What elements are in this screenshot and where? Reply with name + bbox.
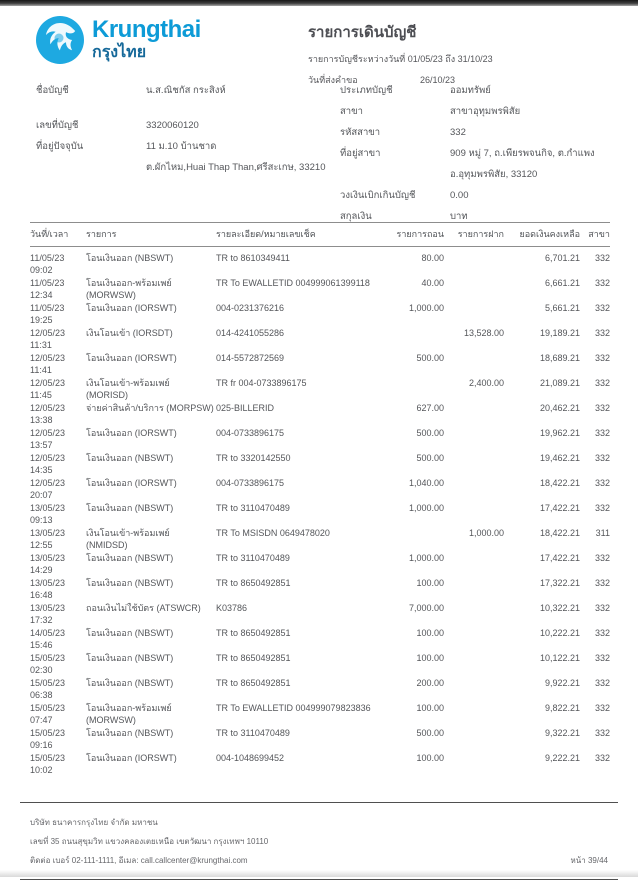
current-address-value: 11 ม.10 บ้านชาด ต.ผักไหม,Huai Thap Than,ศรีสะเกษ, 33210 [146,141,326,173]
cell-detail: TR fr 004-0733896175 [216,378,307,388]
cell-detail: TR to 3110470489 [216,503,290,513]
cell-datetime: 13/05/23 16:48 [30,578,66,600]
cell-balance: 9,822.21 [544,703,580,713]
current-address-label: ที่อยู่ปัจจุบัน [36,141,84,152]
cell-datetime: 11/05/23 19:25 [30,303,65,325]
table-row [30,499,610,524]
overdraft-row: วงเงินเบิกเกินบัญชี 0.00 [340,190,469,201]
cell-branch: 332 [594,628,610,638]
table-row [30,624,610,649]
cell-datetime: 12/05/23 14:35 [30,453,66,475]
cell-withdrawal: 500.00 [416,728,444,738]
cell-datetime: 12/05/23 11:45 [30,378,66,400]
cell-transaction: เงินโอนเข้า (IORSDT) [86,328,173,338]
cell-branch: 332 [594,478,610,488]
cell-branch: 332 [594,403,610,413]
request-date-value: 26/10/23 [420,75,456,85]
cell-branch: 311 [595,528,610,538]
table-row [30,324,610,349]
account-type-row: ประเภทบัญชี ออมทรัพย์ [340,85,491,96]
cell-branch: 332 [594,453,610,463]
bank-address: เลขที่ 35 ถนนสุขุมวิท แขวงคลองเตยเหนือ เขตวัฒนา กรุงเทพฯ 10110 [30,837,269,846]
bank-contact: ติดต่อ เบอร์ 02-111-1111, อีเมล: call.callcenter@krungthai.com [30,856,248,865]
table-row [30,599,610,624]
cell-branch: 332 [594,328,610,338]
table-body [30,247,610,774]
table-row [30,574,610,599]
cell-transaction: จ่ายค่าสินค้า/บริการ (MORPSW) [86,403,214,413]
cell-branch: 332 [594,353,610,363]
cell-balance: 6,701.21 [544,253,580,263]
col-header-deposit: รายการฝาก [457,229,504,239]
cell-transaction: โอนเงินออก (IORSWT) [86,478,177,488]
cell-balance: 5,661.21 [544,303,580,313]
table-row [30,349,610,374]
table-row [30,449,610,474]
cell-transaction: โอนเงินออก (IORSWT) [86,353,177,363]
viewer-bottom-edge [0,870,638,877]
cell-detail: 004-0231376216 [216,303,285,313]
account-number-label: เลขที่บัญชี [36,120,79,131]
cell-datetime: 12/05/23 20:07 [30,478,66,500]
cell-detail: 004-1048699452 [216,753,285,763]
cell-transaction: โอนเงินออก (NBSWT) [86,578,174,588]
cell-balance: 10,122.21 [539,653,580,663]
cell-transaction: เงินโอนเข้า-พร้อมเพย์ (MORISD) [86,378,170,400]
cell-detail: K03786 [216,603,248,613]
cell-detail: TR To EWALLETID 004999061399118 [216,278,370,288]
cell-transaction: เงินโอนเข้า-พร้อมเพย์ (NMIDSD) [86,528,170,550]
viewer-top-edge [0,0,638,6]
cell-deposit: 1,000.00 [468,528,504,538]
col-header-transaction: รายการ [86,229,117,239]
cell-detail: 004-0733896175 [216,428,285,438]
cell-detail: 014-4241055286 [216,328,285,338]
col-header-branch: สาขา [588,229,610,239]
col-header-withdrawal: รายการถอน [396,229,444,239]
cell-datetime: 12/05/23 13:57 [30,428,66,450]
cell-transaction: ถอนเงินไม่ใช้บัตร (ATSWCR) [86,603,201,613]
cell-withdrawal: 7,000.00 [408,603,444,613]
transactions-table [30,222,610,774]
branch-row: สาขา สาขาอุทุมพรพิสัย [340,106,521,117]
vayupak-bird-icon [36,16,84,64]
cell-branch: 332 [594,253,610,263]
cell-withdrawal: 1,000.00 [408,503,444,513]
col-header-balance: ยอดเงินคงเหลือ [519,229,580,239]
table-row [30,249,610,274]
cell-balance: 17,422.21 [539,553,580,563]
account-number-row [36,115,326,136]
cell-datetime: 15/05/23 02:30 [30,653,66,675]
account-name-label: ชื่อบัญชี [36,85,69,96]
cell-branch: 332 [594,503,610,513]
cell-datetime: 13/05/23 12:55 [30,528,66,550]
cell-branch: 332 [594,678,610,688]
cell-withdrawal: 100.00 [416,703,444,713]
cell-transaction: โอนเงินออก-พร้อมเพย์ (MORWSW) [86,703,172,725]
table-row [30,724,610,749]
brand-name-th: กรุงไทย [92,44,147,61]
cell-branch: 332 [594,703,610,713]
table-row [30,374,610,399]
cell-deposit: 13,528.00 [463,328,504,338]
request-date-label: วันที่ส่งคำขอ [308,75,358,85]
branch-address-row: ที่อยู่สาขา 909 หมู่ 7, ถ.เพียรพจนกิจ, ต.กำแพง อ.อุทุมพรพิสัย, 33120 [340,148,595,180]
cell-balance: 9,322.21 [544,728,580,738]
brand-name-en: Krungthai [92,16,201,43]
cell-datetime: 15/05/23 06:38 [30,678,66,700]
table-row [30,549,610,574]
cell-withdrawal: 100.00 [416,653,444,663]
col-header-datetime: วันที่/เวลา [30,229,69,239]
cell-withdrawal: 100.00 [416,578,444,588]
currency-row: สกุลเงิน บาท [340,211,468,222]
cell-datetime: 12/05/23 11:31 [30,328,66,350]
cell-withdrawal: 100.00 [416,753,444,763]
cell-datetime: 15/05/23 09:16 [30,728,66,750]
cell-balance: 19,189.21 [539,328,580,338]
account-name-value: น.ส.ณิชกัส กระสิงห์ [146,85,226,96]
cell-detail: 004-0733896175 [216,478,285,488]
krungthai-logo [36,16,201,87]
table-row [30,699,610,724]
cell-withdrawal: 1,000.00 [408,553,444,563]
cell-withdrawal: 500.00 [416,453,444,463]
cell-branch: 332 [594,378,610,388]
cell-branch: 332 [594,653,610,663]
cell-branch: 332 [594,728,610,738]
cell-transaction: โอนเงินออก (NBSWT) [86,453,174,463]
account-number-value: 3320060120 [146,120,199,131]
cell-datetime: 13/05/23 17:32 [30,603,66,625]
cell-balance: 10,322.21 [539,603,580,613]
table-row [30,524,610,549]
cell-branch: 332 [594,303,610,313]
cell-withdrawal: 40.00 [421,278,444,288]
cell-withdrawal: 500.00 [416,353,444,363]
cell-withdrawal: 500.00 [416,428,444,438]
cell-transaction: โอนเงินออก (NBSWT) [86,553,174,563]
current-address-row [36,136,326,178]
cell-detail: TR to 3320142550 [216,453,291,463]
col-header-detail: รายละเอียด/หมายเลขเช็ค [216,229,316,239]
cell-detail: TR to 8650492851 [216,678,291,688]
statement-header [36,16,608,87]
account-name-row [36,80,326,101]
cell-datetime: 15/05/23 07:47 [30,703,66,725]
cell-detail: TR to 3110470489 [216,728,290,738]
cell-balance: 17,422.21 [539,503,580,513]
cell-transaction: โอนเงินออก (NBSWT) [86,253,174,263]
brand-wordmark [92,18,201,61]
cell-datetime: 13/05/23 14:29 [30,553,66,575]
cell-transaction: โอนเงินออก (IORSWT) [86,303,177,313]
cell-balance: 18,689.21 [539,353,580,363]
table-row [30,649,610,674]
cell-detail: 014-5572872569 [216,353,285,363]
cell-transaction: โอนเงินออก (NBSWT) [86,503,174,513]
cell-balance: 6,661.21 [544,278,580,288]
account-info-right [340,80,620,227]
cell-detail: TR to 3110470489 [216,553,290,563]
page-title: รายการเดินบัญชี [308,24,417,41]
cell-branch: 332 [594,428,610,438]
cell-balance: 21,089.21 [539,378,580,388]
account-info-left [36,80,326,178]
cell-branch: 332 [594,603,610,613]
cell-deposit: 2,400.00 [468,378,504,388]
cell-transaction: โอนเงินออก (IORSWT) [86,753,177,763]
cell-detail: TR to 8650492851 [216,653,291,663]
cell-datetime: 14/05/23 15:46 [30,628,66,650]
table-row [30,274,610,299]
cell-datetime: 13/05/23 09:13 [30,503,66,525]
cell-balance: 10,222.21 [539,628,580,638]
cell-detail: TR To MSISDN 0649478020 [216,528,330,538]
cell-withdrawal: 100.00 [416,628,444,638]
table-row [30,474,610,499]
cell-withdrawal: 1,040.00 [408,478,444,488]
cell-branch: 332 [594,553,610,563]
cell-datetime: 11/05/23 12:34 [30,278,65,300]
page-footer [20,802,618,880]
table-row [30,299,610,324]
cell-datetime: 11/05/23 09:02 [30,253,65,275]
cell-balance: 9,222.21 [544,753,580,763]
cell-detail: TR to 8650492851 [216,578,291,588]
cell-detail: TR To EWALLETID 004999079823836 [216,703,371,713]
cell-transaction: โอนเงินออก (NBSWT) [86,678,174,688]
page-number: หน้า 39/44 [570,856,608,865]
cell-datetime: 15/05/23 10:02 [30,753,66,775]
table-header-row [30,222,610,247]
statement-meta [308,16,608,87]
bank-company-name: บริษัท ธนาคารกรุงไทย จำกัด มหาชน [30,818,158,827]
table-row [30,674,610,699]
cell-transaction: โอนเงินออก (NBSWT) [86,653,174,663]
cell-datetime: 12/05/23 13:38 [30,403,66,425]
cell-detail: 025-BILLERID [216,403,275,413]
cell-balance: 18,422.21 [539,478,580,488]
cell-transaction: โอนเงินออก (NBSWT) [86,628,174,638]
cell-balance: 20,462.21 [539,403,580,413]
cell-transaction: โอนเงินออก-พร้อมเพย์ (MORWSW) [86,278,172,300]
cell-withdrawal: 80.00 [421,253,444,263]
cell-balance: 17,322.21 [539,578,580,588]
table-row [30,749,610,774]
cell-balance: 19,962.21 [539,428,580,438]
cell-detail: TR to 8650492851 [216,628,291,638]
cell-transaction: โอนเงินออก (IORSWT) [86,428,177,438]
cell-withdrawal: 627.00 [416,403,444,413]
cell-balance: 19,462.21 [539,453,580,463]
cell-balance: 18,422.21 [539,528,580,538]
table-row [30,399,610,424]
branch-code-row: รหัสสาขา 332 [340,127,466,138]
cell-detail: TR to 8610349411 [216,253,290,263]
cell-withdrawal: 200.00 [416,678,444,688]
cell-withdrawal: 1,000.00 [408,303,444,313]
cell-branch: 332 [594,578,610,588]
cell-branch: 332 [594,278,610,288]
cell-branch: 332 [594,753,610,763]
cell-transaction: โอนเงินออก (NBSWT) [86,728,174,738]
statement-period: รายการบัญชีระหว่างวันที่ 01/05/23 ถึง 31/10/23 [308,54,493,64]
cell-datetime: 12/05/23 11:41 [30,353,66,375]
table-row [30,424,610,449]
cell-balance: 9,922.21 [544,678,580,688]
